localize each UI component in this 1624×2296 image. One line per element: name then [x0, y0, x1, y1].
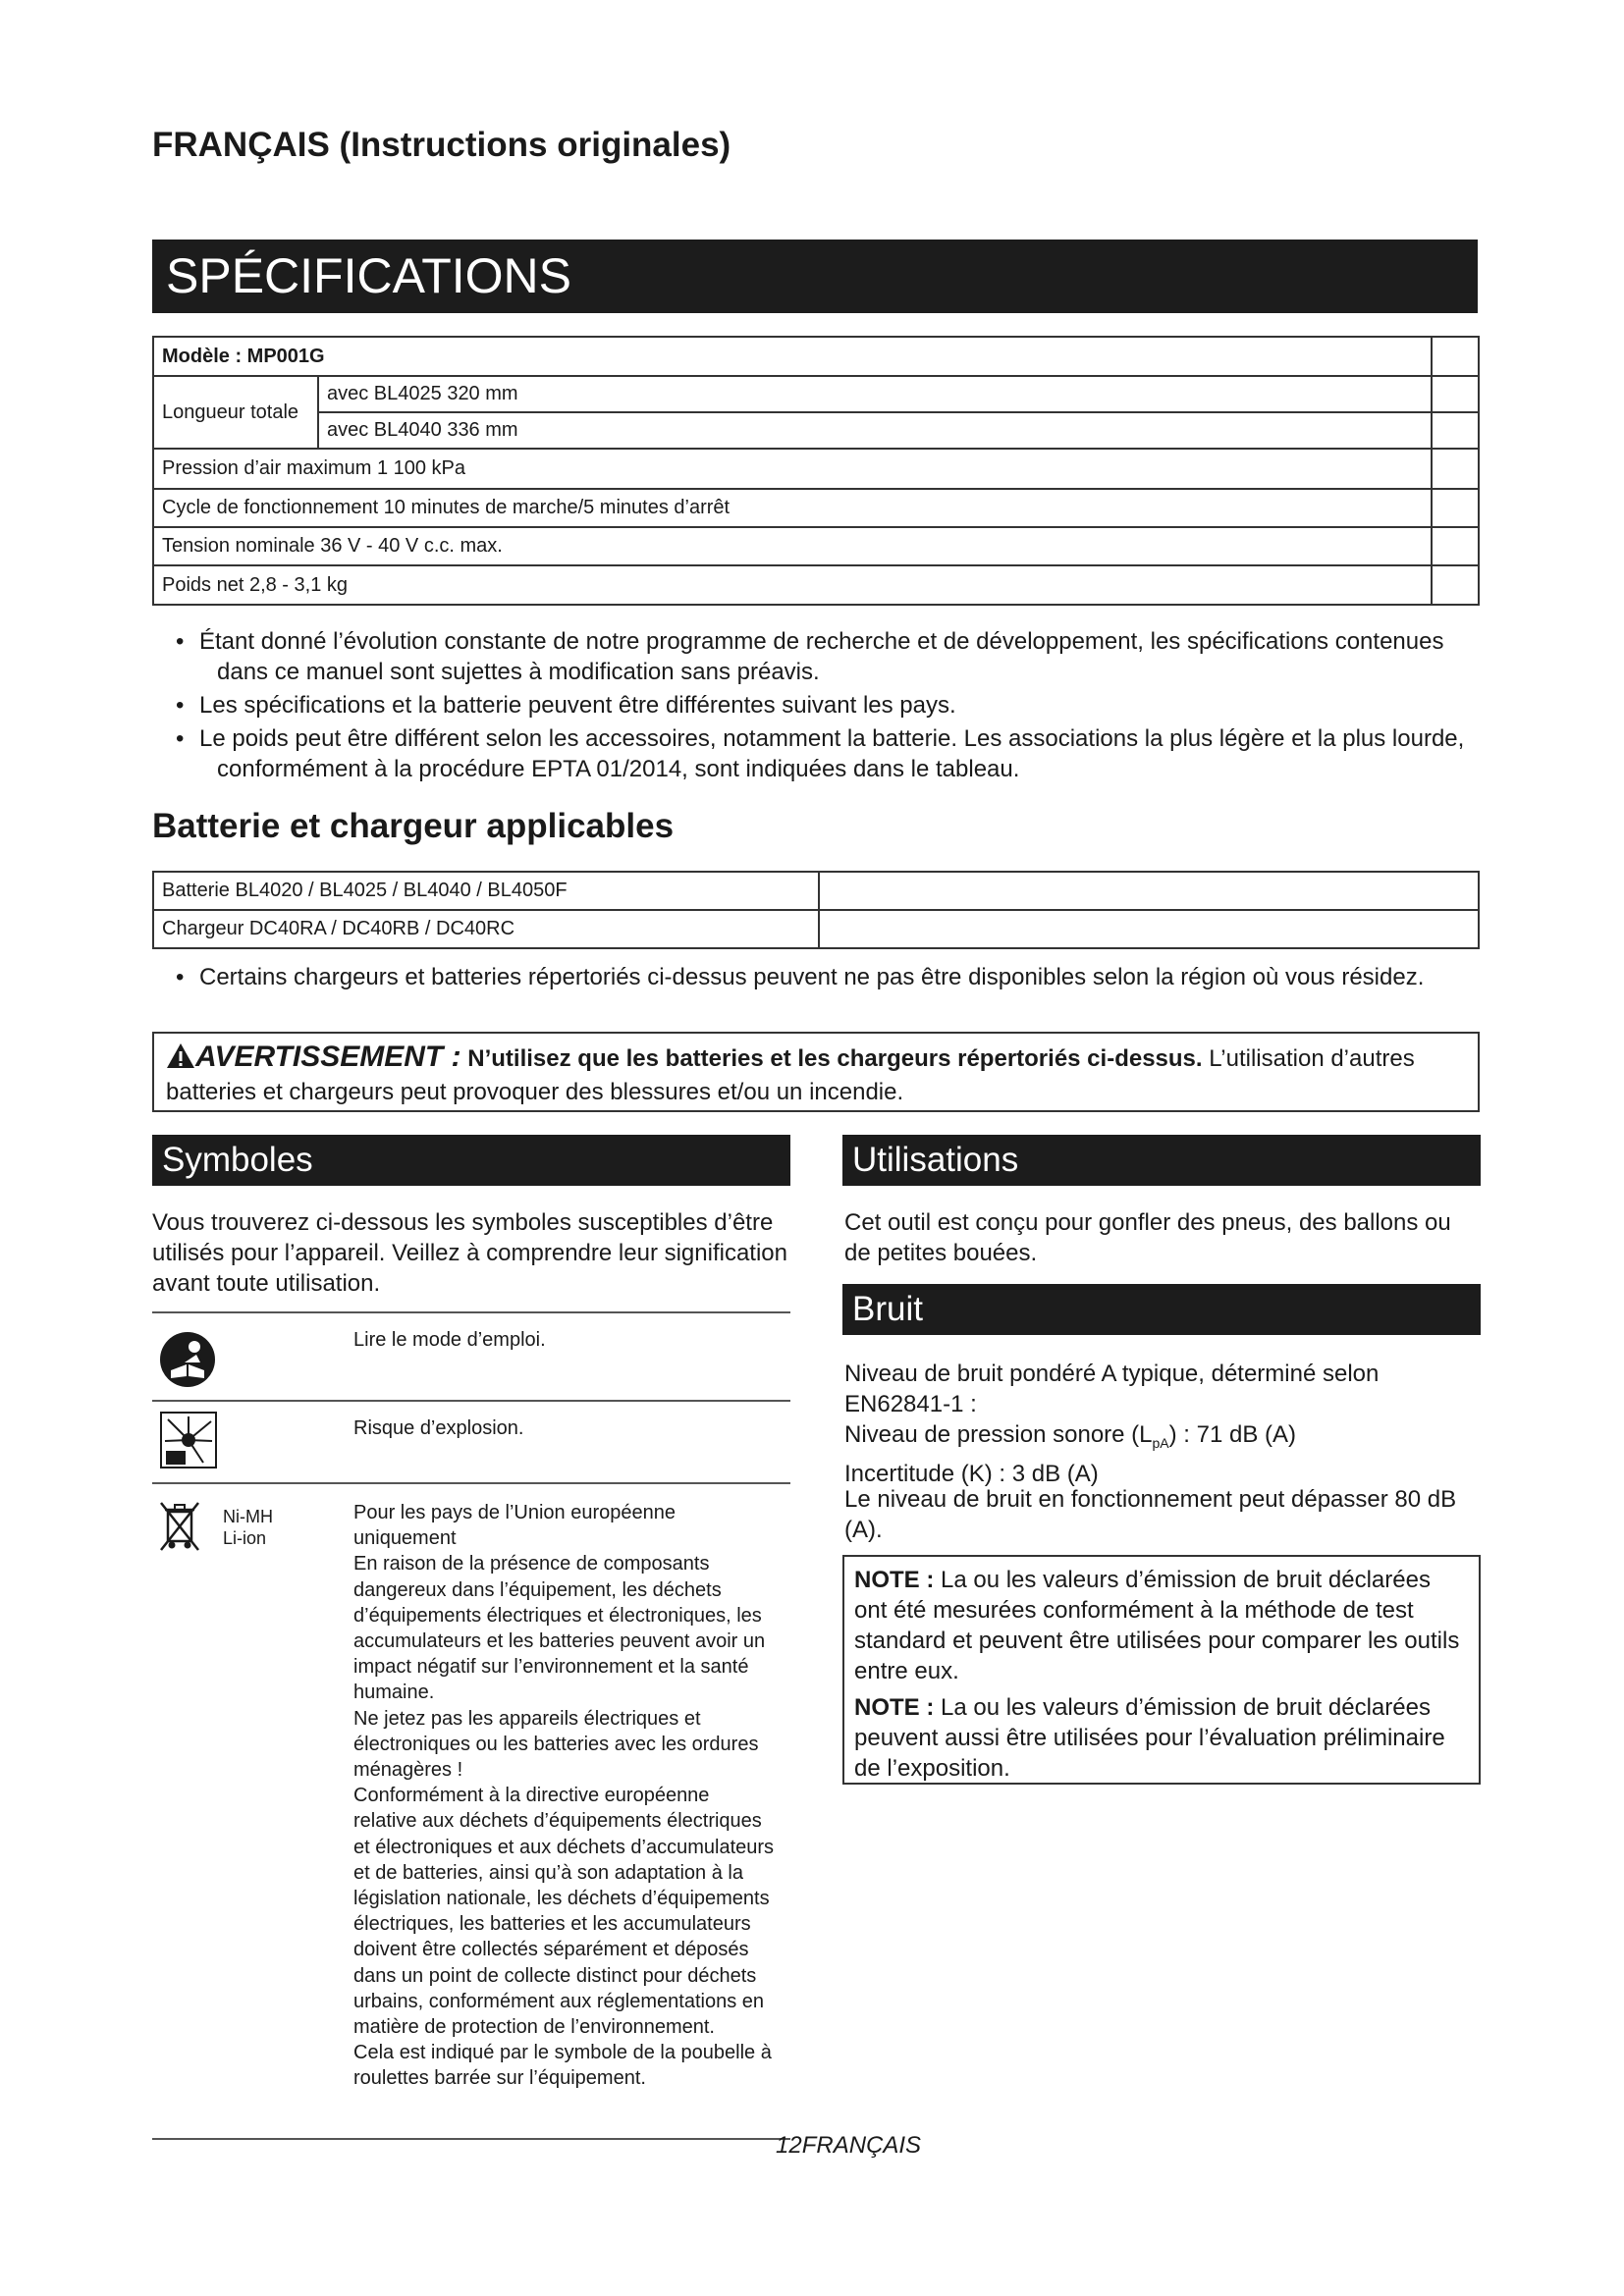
crossed-bin-icon	[158, 1500, 201, 1558]
battery-heading: Batterie et chargeur applicables	[152, 807, 675, 845]
sound-pressure-level: Niveau de pression sonore $(L_{pA})$ : 71 dB (A)	[844, 1421, 1297, 1451]
noise-intro: Niveau de bruit pondéré A typique, déterminé selon EN62841-1 :	[844, 1361, 1380, 1417]
noise-level-note: Le niveau de bruit en fonctionnement peut dépasser 80 dB (A).	[844, 1486, 1457, 1543]
warning-box	[152, 1032, 1480, 1112]
battery-table	[152, 871, 1480, 949]
symbols-intro: Vous trouverez ci-dessous les symboles susceptibles d’être utilisés pour l’appareil. Veillez à comprendre leur signification avant toute utilisation.	[152, 1209, 788, 1297]
noise-title: Bruit	[842, 1284, 1481, 1335]
symbol-row-explosion	[152, 1400, 790, 1482]
spec-notes	[152, 626, 1488, 787]
battery-type-labels	[223, 1506, 273, 1549]
spec-empty-cell	[1432, 337, 1479, 376]
warning-title: AVERTISSEMENT :	[195, 1041, 461, 1073]
explosion-icon	[160, 1412, 217, 1473]
spec-note: • Les spécifications et la batterie peuvent être différentes suivant les pays.	[176, 692, 956, 719]
symbol-row-manual	[152, 1311, 790, 1400]
symbol-row-weee	[152, 1482, 790, 2140]
spec-table	[152, 336, 1480, 606]
battery-empty-cell	[819, 872, 1479, 910]
spec-cycle: Cycle de fonctionnement 10 minutes de marche/5 minutes d’arrêt	[162, 497, 731, 518]
spec-empty-cell	[1432, 412, 1479, 449]
spec-model: Modèle : MP001G	[153, 337, 1432, 376]
spec-voltage: Tension nominale 36 V - 40 V c.c. max.	[153, 527, 1432, 565]
spec-length-bl4040: avec BL4040 336 mm	[318, 412, 1432, 449]
spec-empty-cell	[1432, 449, 1479, 489]
spec-pressure: Pression d’air maximum 1 100 kPa	[153, 449, 1432, 489]
noise-uncertainty: Incertitude (K) : 3 dB (A)	[844, 1460, 1099, 1487]
uses-text: Cet outil est conçu pour gonfler des pneus, des ballons ou de petites bouées.	[844, 1209, 1451, 1266]
spec-empty-cell	[1432, 565, 1479, 605]
spec-empty-cell	[1432, 489, 1479, 527]
read-manual-icon	[157, 1329, 218, 1395]
nimh-label: Ni-MH	[223, 1507, 273, 1526]
read-manual-text: Lire le mode d’emploi.	[353, 1329, 546, 1351]
spec-cycle-cell	[153, 489, 1432, 527]
liion-label: Li-ion	[223, 1528, 267, 1548]
battery-note: • Certains chargeurs et batteries répertoriés ci-dessus peuvent ne pas être disponibles selon la région où vous résidez.	[176, 964, 1425, 990]
page-header: FRANÇAIS (Instructions originales)	[152, 126, 731, 164]
noise-measurements	[844, 1359, 1481, 1489]
spec-note: • Le poids peut être différent selon les accessoires, notamment la batterie. Les associations la plus légère et la plus lourde, conformément à la procédure EPTA 01/2014, sont indiquées dans le tableau.	[176, 725, 1465, 782]
noise-notes-box	[842, 1555, 1481, 1785]
battery-row: Batterie BL4020 / BL4025 / BL4040 / BL4050F	[153, 872, 819, 910]
spec-length-label: Longueur totale	[153, 376, 318, 449]
specifications-title: SPÉCIFICATIONS	[152, 240, 1478, 313]
warning-rest: L’utilisation d’autres batteries et chargeurs peut provoquer des blessures et/ou un incendie.	[166, 1045, 1415, 1105]
noise-note-1: NOTE : La ou les valeurs d’émission de bruit déclarées ont été mesurées conformément à la méthode de test standard et peuvent être utilisées pour comparer les outils entre eux.	[854, 1567, 1460, 1684]
spec-length-bl4025: avec BL4025 320 mm	[318, 376, 1432, 412]
noise-note-2: NOTE : La ou les valeurs d’émission de bruit déclarées peuvent aussi être utilisées pour l’évaluation préliminaire de l’exposition.	[854, 1694, 1445, 1782]
charger-empty-cell	[819, 910, 1479, 948]
spec-empty-cell	[1432, 376, 1479, 412]
eu-disposal-text: Pour les pays de l’Union européenne uniquement En raison de la présence de composants dangereux dans l’équipement, les déchets d’équipements électriques et électroniques, les accumulateurs et les batteries peuvent avoir un impact négatif sur l’environnement et la santé humaine. Ne jetez pas les appareils électriques et électroniques ou les batteries avec les ordures ménagères ! Conformément à la directive européenne relative aux déchets d’équipements électriques et électroniques et aux déchets d’accumulateurs et de batteries, ainsi qu’à son adaptation à la législation nationale, les déchets d’équipements électriques, les batteries et les accumulateurs doivent être collectés séparément et déposés dans un point de collecte distinct pour déchets urbains, conformément aux réglementations en matière de protection de l’environnement. Cela est indiqué par le symbole de la poubelle à roulettes barrée sur l’équipement.	[353, 1502, 775, 2090]
spec-weight: Poids net 2,8 - 3,1 kg	[153, 565, 1432, 605]
explosion-text: Risque d’explosion.	[353, 1417, 524, 1439]
battery-notes	[152, 962, 1488, 995]
uses-title: Utilisations	[842, 1135, 1481, 1186]
page-footer: 12FRANÇAIS	[776, 2132, 922, 2159]
warning-icon	[166, 1042, 195, 1077]
spec-note: • Étant donné l’évolution constante de notre programme de recherche et de développement, les spécifications contenues dans ce manuel sont sujettes à modification sans préavis.	[176, 628, 1444, 685]
charger-row: Chargeur DC40RA / DC40RB / DC40RC	[153, 910, 819, 948]
symbols-title: Symboles	[152, 1135, 790, 1186]
warning-bold: N’utilisez que les batteries et les chargeurs répertoriés ci-dessus.	[467, 1045, 1203, 1072]
spec-empty-cell	[1432, 527, 1479, 565]
